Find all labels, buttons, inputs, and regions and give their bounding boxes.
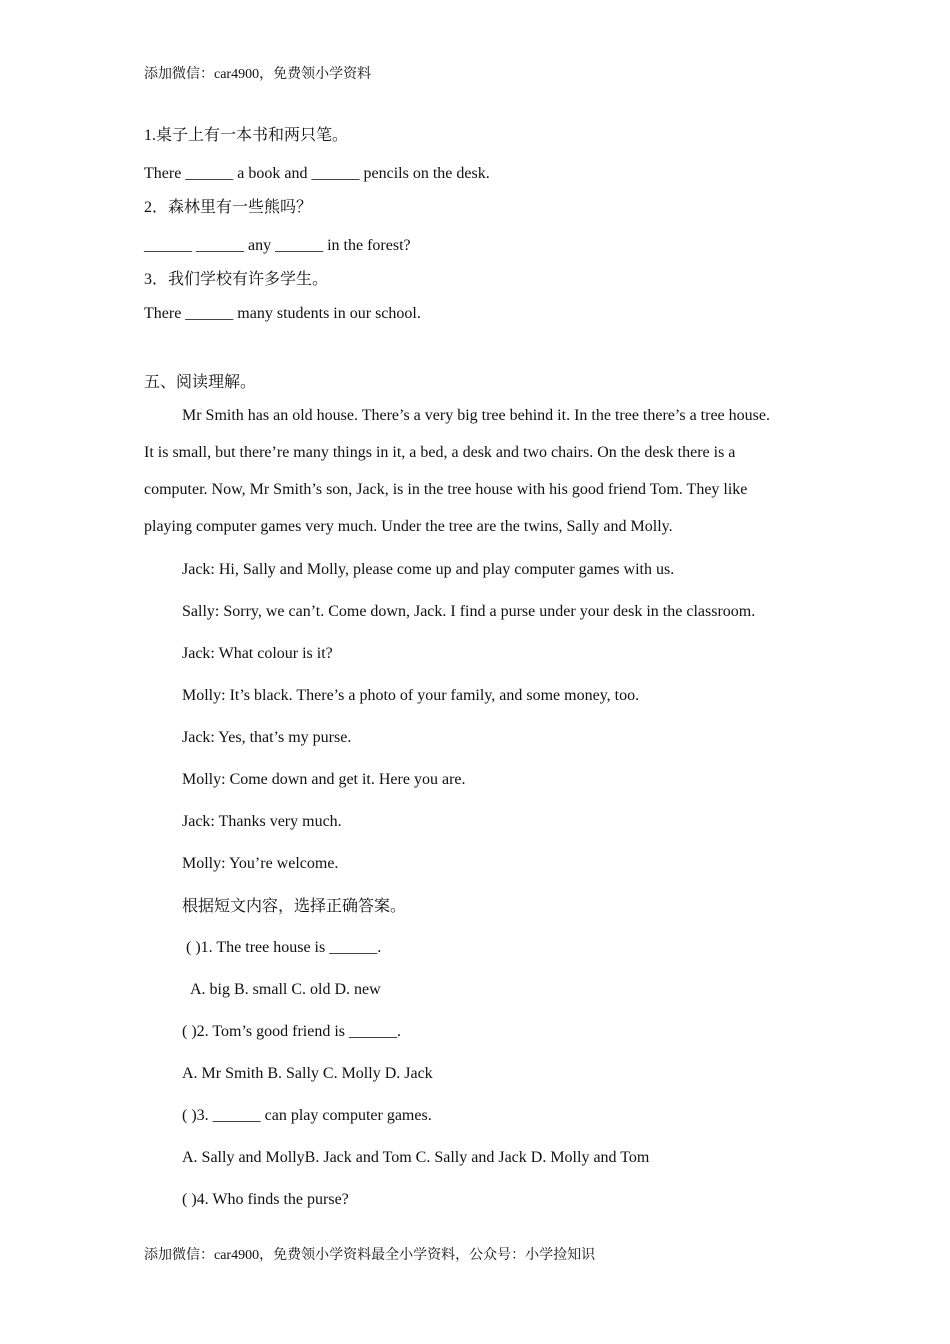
translation-answer-2: ______ ______ any ______ in the forest?: [144, 237, 411, 254]
dialogue-line: Jack: Yes, that’s my purse.: [182, 729, 352, 746]
question-stem: ( )2. Tom’s good friend is ______.: [182, 1023, 402, 1040]
translation-item-2: 2．森林里有一些熊吗？: [144, 199, 313, 216]
page-header: 添加微信：car4900，免费领小学资料: [144, 67, 372, 82]
dialogue-line: Jack: Thanks very much.: [182, 813, 342, 830]
question-stem: ( )1. The tree house is ______.: [186, 939, 382, 956]
dialogue-line: Sally: Sorry, we can’t. Come down, Jack. I find a purse under your desk in the classroom.: [182, 603, 756, 620]
dialogue-line: Jack: What colour is it?: [182, 645, 333, 662]
passage-line: computer. Now, Mr Smith’s son, Jack, is in the tree house with his good friend Tom. They like: [144, 481, 748, 498]
question-options: A. Mr Smith B. Sally C. Molly D. Jack: [182, 1065, 433, 1082]
question-options: A. big B. small C. old D. new: [190, 981, 381, 998]
dialogue-line: Molly: Come down and get it. Here you are.: [182, 771, 466, 788]
question-options: A. Sally and MollyB. Jack and Tom C. Sally and Jack D. Molly and Tom: [182, 1149, 650, 1166]
dialogue-line: Molly: It’s black. There’s a photo of your family, and some money, too.: [182, 687, 640, 704]
question-stem: ( )3. ______ can play computer games.: [182, 1107, 432, 1124]
page-footer: 添加微信：car4900，免费领小学资料最全小学资料，公众号：小学捡知识: [144, 1248, 596, 1263]
translation-item-3: 3．我们学校有许多学生。: [144, 271, 329, 288]
question-instruction: 根据短文内容，选择正确答案。: [182, 898, 407, 915]
translation-item-1: 1.桌子上有一本书和两只笔。: [144, 127, 349, 144]
section-title: 五、阅读理解。: [144, 374, 257, 391]
translation-answer-1: There ______ a book and ______ pencils on the desk.: [144, 165, 490, 182]
question-stem: ( )4. Who finds the purse?: [182, 1191, 349, 1208]
passage-line: playing computer games very much. Under the tree are the twins, Sally and Molly.: [144, 518, 673, 535]
dialogue-line: Jack: Hi, Sally and Molly, please come up and play computer games with us.: [182, 561, 675, 578]
passage-line: Mr Smith has an old house. There’s a very big tree behind it. In the tree there’s a tree house.: [182, 407, 770, 424]
passage-line: It is small, but there’re many things in it, a bed, a desk and two chairs. On the desk there is a: [144, 444, 736, 461]
translation-answer-3: There ______ many students in our school.: [144, 305, 421, 322]
dialogue-line: Molly: You’re welcome.: [182, 855, 339, 872]
